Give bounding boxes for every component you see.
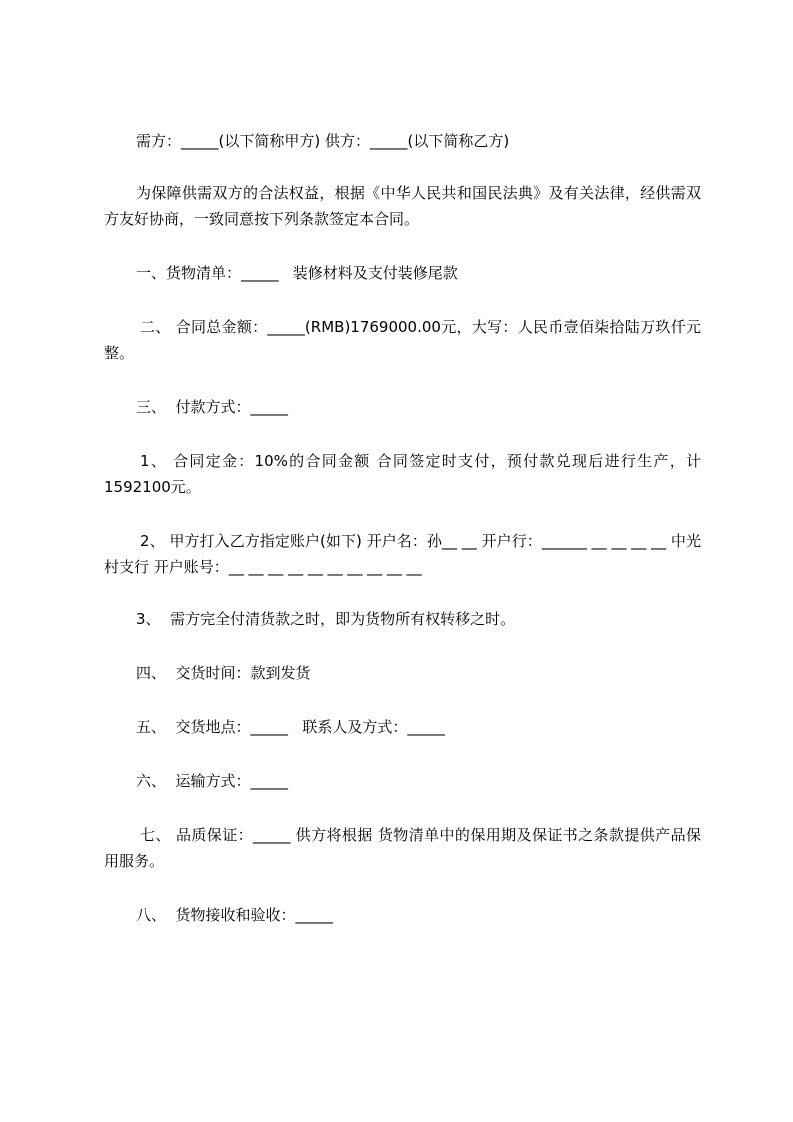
clause-payment-method: 三、 付款方式：_____ bbox=[136, 398, 289, 416]
clause-goods-list: 一、货物清单：_____ 装修材料及支付装修尾款 bbox=[136, 264, 458, 282]
clause-total-amount: 二、 合同总金额：_____(RMB)1769000.00元，大写：人民币壹佰柒拾陆万玖仟元整。 bbox=[104, 318, 701, 362]
preamble-paragraph: 为保障供需双方的合法权益，根据《中华人民共和国民法典》及有关法律，经供需双方友好协商，一致同意按下列条款签定本合同。 bbox=[104, 184, 701, 228]
clause-delivery-time: 四、 交货时间：款到发货 bbox=[136, 664, 311, 682]
parties-line: 需方：_____(以下简称甲方) 供方：_____(以下简称乙方) bbox=[136, 132, 510, 150]
payment-item-account: 2、 甲方打入乙方指定账户(如下) 开户名：孙__ __ 开户行：______ __ __ __ __ 中光村支行 开户账号：__ __ __ __ __ __ __ __ __ __ bbox=[104, 532, 701, 576]
payment-item-deposit: 1、 合同定金：10%的合同金额 合同签定时支付，预付款兑现后进行生产，计1592100元。 bbox=[104, 452, 701, 496]
clause-delivery-place: 五、 交货地点：_____ 联系人及方式：_____ bbox=[136, 718, 445, 736]
clause-transport: 六、 运输方式：_____ bbox=[136, 772, 289, 790]
clause-acceptance: 八、 货物接收和验收：_____ bbox=[136, 906, 334, 924]
clause-quality-guarantee: 七、 品质保证：_____ 供方将根据 货物清单中的保用期及保证书之条款提供产品保用服务。 bbox=[104, 826, 701, 870]
payment-item-ownership: 3、 需方完全付清货款之时，即为货物所有权转移之时。 bbox=[136, 610, 516, 628]
